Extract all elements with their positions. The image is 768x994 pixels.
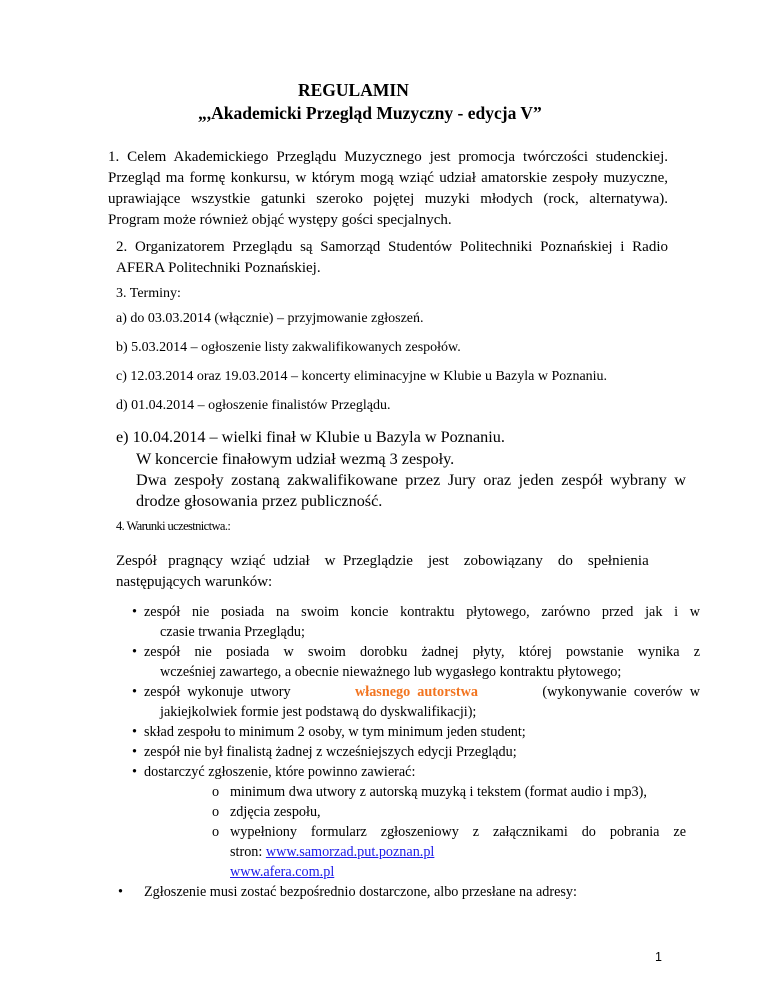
section1-line4: Program może również objąć występy gości specjalnych.	[108, 212, 452, 228]
samorzad-link[interactable]: www.samorzad.put.poznan.pl	[265, 844, 435, 860]
condition-item	[132, 644, 700, 661]
term-e-line4: drodze głosowania przez publiczność.	[136, 492, 383, 510]
section1-line2: Przegląd ma formę konkursu, w którym mogą wziąć udział amatorskie zespoły muzyczne,	[108, 170, 668, 186]
condition-text	[144, 684, 700, 701]
section4-intro-line2: następujących warunków:	[116, 574, 273, 590]
term-c: c) 12.03.2014 oraz 19.03.2014 – koncerty eliminacyjne w Klubie u Bazyla w Poznaniu.	[116, 369, 608, 384]
condition-item	[132, 724, 526, 741]
condition-text-cont: wcześniej zawartego, a obecnie nieważnego lub wygasłego kontraktu płytowego;	[160, 664, 622, 680]
sub-item	[212, 824, 686, 841]
condition-item	[132, 744, 517, 761]
section4-intro-line1: Zespół pragnący wziąć udział w Przeglądzie jest zobowiązany do spełnienia	[116, 553, 649, 569]
document-title: REGULAMIN	[298, 80, 409, 100]
condition-text-cont: jakiejkolwiek formie jest podstawą do dyskwalifikacji);	[160, 704, 477, 720]
condition-text-pre: zespół wykonuje utwory	[144, 684, 291, 700]
condition-text: dostarczyć zgłoszenie, które powinno zawierać:	[144, 764, 416, 780]
section3-heading: 3. Terminy:	[116, 286, 181, 301]
own-authorship-highlight: własnego autorstwa	[355, 684, 478, 700]
term-e-line1: e) 10.04.2014 – wielki finał w Klubie u Bazyla w Poznaniu.	[116, 428, 505, 446]
sub-item	[212, 784, 647, 801]
sub-item-text: wypełniony formularz zgłoszeniowy z załącznikami do pobrania ze	[230, 824, 686, 840]
section2-line1: 2. Organizatorem Przeglądu są Samorząd Studentów Politechniki Poznańskiej i Radio	[116, 239, 668, 255]
sub-item-text-pre: stron:	[230, 844, 263, 860]
condition-text: zespół nie był finalistą żadnej z wcześniejszych edycji Przeglądu;	[144, 744, 517, 760]
condition-item	[132, 764, 415, 781]
sub-item-text: minimum dwa utwory z autorską muzyką i tekstem (format audio i mp3),	[230, 784, 647, 800]
sub-item-text-cont	[230, 844, 434, 861]
condition-text: zespół nie posiada w swoim dorobku żadnej płyty, której powstanie wynika z	[144, 644, 700, 660]
circle-bullet-icon: o	[212, 784, 220, 800]
section4-heading: 4. Warunki uczestnictwa.:	[116, 519, 231, 533]
bullet-icon: •	[132, 644, 137, 660]
document-subtitle: „,Akademicki Przegląd Muzyczny - edycja V”	[198, 103, 542, 123]
condition-text: Zgłoszenie musi zostać bezpośrednio dostarczone, albo przesłane na adresy:	[144, 884, 577, 900]
circle-bullet-icon: o	[212, 824, 220, 840]
term-d: d) 01.04.2014 – ogłoszenie finalistów Przeglądu.	[116, 398, 391, 413]
condition-text: zespół nie posiada na swoim koncie kontraktu płytowego, zarówno przed jak i w	[144, 604, 700, 620]
condition-item	[132, 684, 700, 701]
condition-item	[132, 604, 700, 621]
bullet-icon: •	[132, 604, 137, 620]
section1-line3: uprawiające wszystkie gatunki szeroko pojętej muzyki młodych (rock, alternatywa).	[108, 191, 668, 207]
term-e-line2: W koncercie finałowym udział wezmą 3 zespoły.	[136, 450, 455, 468]
section2-line2: AFERA Politechniki Poznańskiej.	[116, 260, 321, 276]
condition-text-cont: czasie trwania Przeglądu;	[160, 624, 305, 640]
sub-item	[212, 804, 321, 821]
circle-bullet-icon: o	[212, 804, 220, 820]
section1-line1: 1. Celem Akademickiego Przeglądu Muzycznego jest promocja twórczości studenckiej.	[108, 149, 668, 165]
bullet-icon: •	[132, 724, 137, 740]
term-a: a) do 03.03.2014 (włącznie) – przyjmowanie zgłoszeń.	[116, 311, 424, 326]
condition-text-post: (wykonywanie coverów w	[542, 684, 700, 700]
term-e-line3: Dwa zespoły zostaną zakwalifikowane przez Jury oraz jeden zespół wybrany w	[136, 471, 686, 489]
afera-link[interactable]: www.afera.com.pl	[230, 864, 335, 880]
condition-text: skład zespołu to minimum 2 osoby, w tym minimum jeden student;	[144, 724, 526, 740]
bullet-icon: •	[132, 684, 137, 700]
bullet-icon: •	[132, 744, 137, 760]
sub-item-text: zdjęcia zespołu,	[230, 804, 321, 820]
afera-link-line	[230, 864, 334, 881]
page-number: 1	[655, 950, 662, 964]
term-b: b) 5.03.2014 – ogłoszenie listy zakwalifikowanych zespołów.	[116, 340, 461, 355]
bullet-icon: •	[132, 764, 137, 780]
bullet-icon: •	[118, 884, 123, 900]
condition-item	[118, 884, 577, 901]
